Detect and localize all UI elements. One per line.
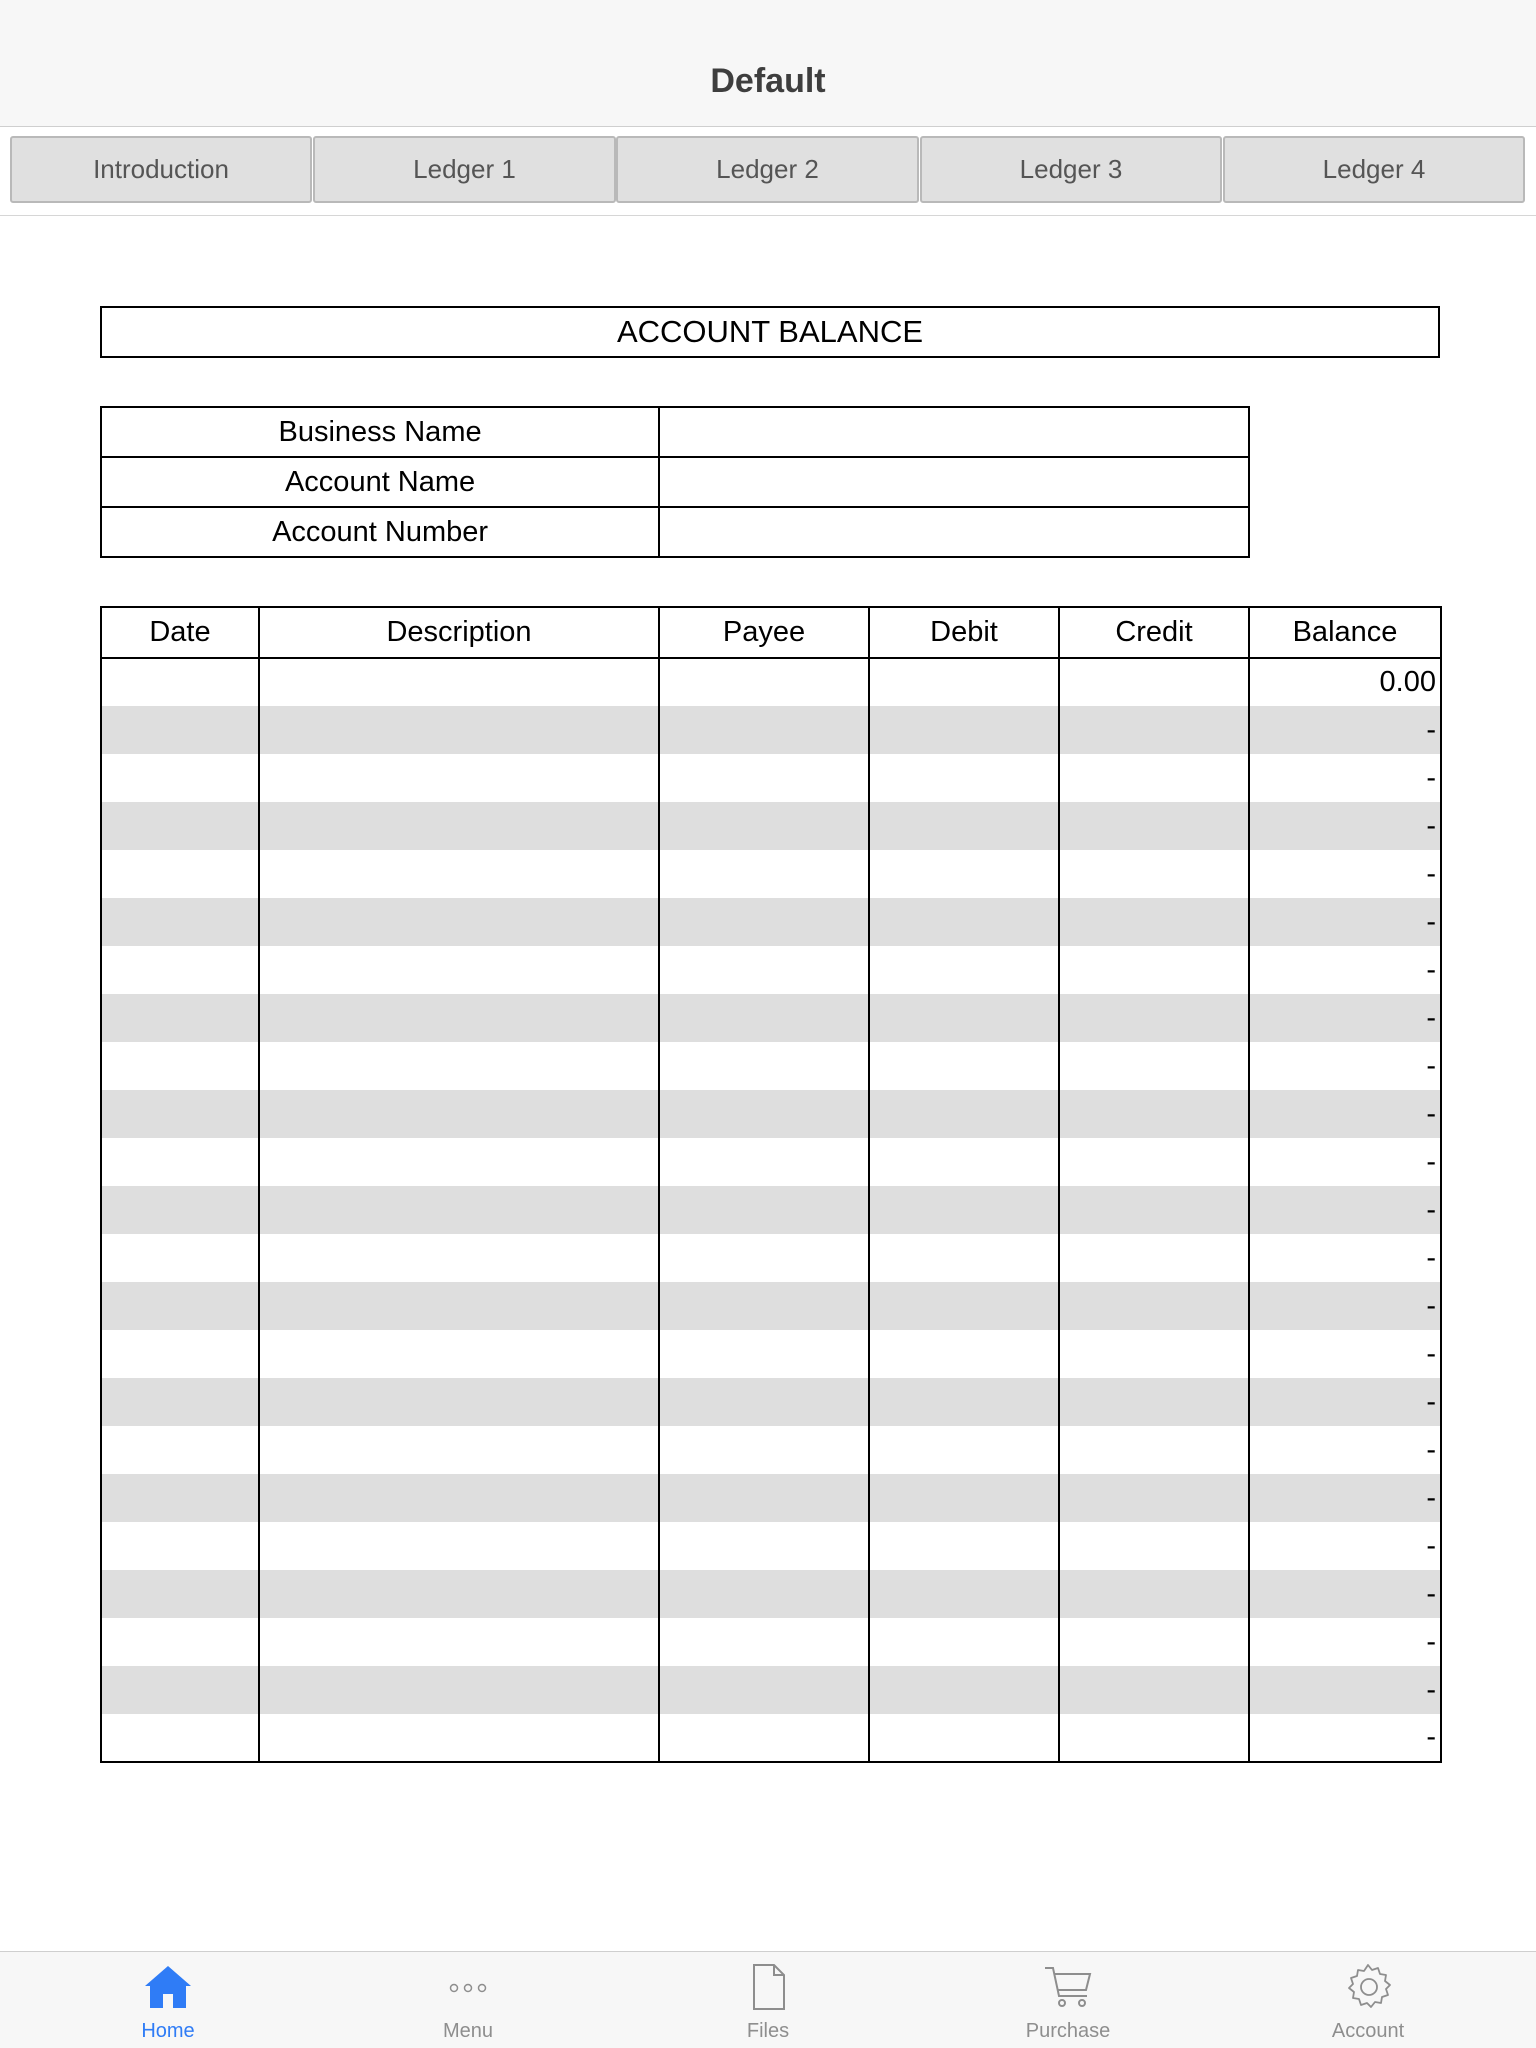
ledger-cell-credit[interactable]	[1059, 1330, 1249, 1378]
ledger-row	[101, 1666, 1441, 1714]
ledger-cell-description[interactable]	[259, 1714, 659, 1762]
ledger-cell-debit[interactable]	[869, 1330, 1059, 1378]
ledger-cell-balance[interactable]: -	[1249, 1426, 1441, 1474]
ledger-cell-debit[interactable]	[869, 1378, 1059, 1426]
ledger-cell-description[interactable]	[259, 1426, 659, 1474]
ledger-cell-payee[interactable]	[659, 1522, 869, 1570]
tabbar-files-label: Files	[746, 2020, 790, 2042]
ledger-cell-description[interactable]	[259, 1282, 659, 1330]
ledger-cell-balance[interactable]: -	[1249, 1282, 1441, 1330]
ledger-cell-credit[interactable]	[1059, 1426, 1249, 1474]
ledger-cell-payee[interactable]	[659, 1090, 869, 1138]
ledger-cell-balance[interactable]: 0.00	[1249, 658, 1441, 706]
ledger-row	[101, 1570, 1441, 1618]
column-header-credit: Credit	[1059, 607, 1249, 658]
ledger-cell-date[interactable]	[101, 1330, 259, 1378]
ledger-cell-payee[interactable]	[659, 946, 869, 994]
ledger-cell-balance[interactable]: -	[1249, 850, 1441, 898]
file-icon	[743, 1962, 793, 2017]
ledger-cell-debit[interactable]	[869, 850, 1059, 898]
ledger-cell-credit[interactable]	[1059, 1234, 1249, 1282]
ledger-cell-date[interactable]	[101, 1618, 259, 1666]
ledger-cell-date[interactable]	[101, 1090, 259, 1138]
ledger-cell-debit[interactable]	[869, 754, 1059, 802]
ledger-cell-debit[interactable]	[869, 658, 1059, 706]
sheet-tab-strip	[0, 128, 1536, 216]
ledger-row	[101, 1522, 1441, 1570]
ledger-cell-payee[interactable]	[659, 1330, 869, 1378]
ledger-cell-debit[interactable]	[869, 1474, 1059, 1522]
ledger-cell-balance[interactable]: -	[1249, 1714, 1441, 1762]
ledger-cell-balance[interactable]: -	[1249, 1378, 1441, 1426]
ledger-row	[101, 1474, 1441, 1522]
column-header-debit: Debit	[869, 607, 1059, 658]
ledger-cell-credit[interactable]	[1059, 1618, 1249, 1666]
ledger-cell-balance[interactable]: -	[1249, 1666, 1441, 1714]
ledger-cell-credit[interactable]	[1059, 1474, 1249, 1522]
ledger-cell-balance[interactable]: -	[1249, 754, 1441, 802]
ledger-cell-date[interactable]	[101, 850, 259, 898]
ledger-cell-description[interactable]	[259, 1666, 659, 1714]
ledger-cell-credit[interactable]	[1059, 946, 1249, 994]
ledger-cell-date[interactable]	[101, 1474, 259, 1522]
ledger-row	[101, 946, 1441, 994]
ledger-cell-date[interactable]	[101, 802, 259, 850]
ledger-row	[101, 1138, 1441, 1186]
ledger-cell-payee[interactable]	[659, 994, 869, 1042]
ledger-cell-debit[interactable]	[869, 946, 1059, 994]
ledger-cell-balance[interactable]: -	[1249, 802, 1441, 850]
ledger-cell-balance[interactable]: -	[1249, 994, 1441, 1042]
ledger-cell-debit[interactable]	[869, 1090, 1059, 1138]
ledger-cell-payee[interactable]	[659, 898, 869, 946]
ledger-cell-debit[interactable]	[869, 1042, 1059, 1090]
info-row-business-name	[101, 407, 1249, 457]
tabbar-account-label: Account	[1331, 2020, 1405, 2042]
ledger-cell-credit[interactable]	[1059, 802, 1249, 850]
ledger-cell-description[interactable]	[259, 1138, 659, 1186]
ledger-cell-balance[interactable]: -	[1249, 1090, 1441, 1138]
info-row-account-number	[101, 507, 1249, 557]
gear-icon	[1343, 1962, 1393, 2017]
ledger-cell-date[interactable]	[101, 1570, 259, 1618]
ledger-cell-date[interactable]	[101, 706, 259, 754]
column-header-description: Description	[259, 607, 659, 658]
account-name-label: Account Name	[101, 457, 659, 507]
column-header-date: Date	[101, 607, 259, 658]
ledger-cell-credit[interactable]	[1059, 1282, 1249, 1330]
ledger-cell-debit[interactable]	[869, 1282, 1059, 1330]
ledger-cell-credit[interactable]	[1059, 658, 1249, 706]
ledger-table	[100, 606, 1442, 1763]
ledger-cell-date[interactable]	[101, 754, 259, 802]
ledger-cell-debit[interactable]	[869, 1234, 1059, 1282]
ledger-cell-balance[interactable]: -	[1249, 946, 1441, 994]
account-number-label: Account Number	[101, 507, 659, 557]
tabbar-files[interactable]	[668, 1952, 868, 2048]
ledger-cell-description[interactable]	[259, 994, 659, 1042]
ledger-row	[101, 754, 1441, 802]
ledger-cell-date[interactable]	[101, 1234, 259, 1282]
tab-introduction[interactable]: Introduction	[10, 136, 312, 203]
ledger-cell-date[interactable]	[101, 1714, 259, 1762]
ledger-cell-payee[interactable]	[659, 658, 869, 706]
account-name-cell[interactable]	[659, 457, 1249, 507]
ledger-cell-payee[interactable]	[659, 1186, 869, 1234]
ledger-cell-description[interactable]	[259, 1186, 659, 1234]
ledger-cell-credit[interactable]	[1059, 1042, 1249, 1090]
ledger-cell-credit[interactable]	[1059, 1138, 1249, 1186]
tab-ledger-2[interactable]: Ledger 2	[616, 136, 919, 203]
ledger-cell-payee[interactable]	[659, 1474, 869, 1522]
tabbar-purchase[interactable]	[968, 1952, 1168, 2048]
ledger-cell-description[interactable]	[259, 1090, 659, 1138]
ledger-cell-payee[interactable]	[659, 706, 869, 754]
ledger-cell-description[interactable]	[259, 1474, 659, 1522]
ledger-cell-credit[interactable]	[1059, 994, 1249, 1042]
ledger-cell-payee[interactable]	[659, 1042, 869, 1090]
ledger-row	[101, 994, 1441, 1042]
ledger-cell-balance[interactable]: -	[1249, 1522, 1441, 1570]
ledger-cell-credit[interactable]	[1059, 1714, 1249, 1762]
ledger-cell-payee[interactable]	[659, 1570, 869, 1618]
business-name-label: Business Name	[101, 407, 659, 457]
ledger-cell-payee[interactable]	[659, 1234, 869, 1282]
ledger-cell-description[interactable]	[259, 754, 659, 802]
ledger-cell-credit[interactable]	[1059, 1186, 1249, 1234]
ledger-cell-balance[interactable]: -	[1249, 1570, 1441, 1618]
ledger-cell-debit[interactable]	[869, 994, 1059, 1042]
account-number-cell[interactable]	[659, 507, 1249, 557]
ledger-row	[101, 1714, 1441, 1762]
ledger-row	[101, 1378, 1441, 1426]
ledger-cell-payee[interactable]	[659, 1426, 869, 1474]
ledger-row	[101, 850, 1441, 898]
ledger-cell-debit[interactable]	[869, 1570, 1059, 1618]
ledger-cell-balance[interactable]: -	[1249, 1042, 1441, 1090]
ledger-cell-payee[interactable]	[659, 1138, 869, 1186]
home-icon	[143, 1962, 193, 2017]
ledger-cell-date[interactable]	[101, 946, 259, 994]
ledger-cell-credit[interactable]	[1059, 1378, 1249, 1426]
ledger-cell-description[interactable]	[259, 802, 659, 850]
tabbar-home[interactable]	[68, 1952, 268, 2048]
tabbar-menu[interactable]	[368, 1952, 568, 2048]
tab-ledger-4[interactable]: Ledger 4	[1223, 136, 1525, 203]
ledger-cell-balance[interactable]: -	[1249, 1186, 1441, 1234]
ledger-cell-debit[interactable]	[869, 1618, 1059, 1666]
ledger-cell-debit[interactable]	[869, 1426, 1059, 1474]
ledger-cell-payee[interactable]	[659, 1618, 869, 1666]
ledger-cell-date[interactable]	[101, 1042, 259, 1090]
ledger-cell-description[interactable]	[259, 898, 659, 946]
ledger-cell-date[interactable]	[101, 1522, 259, 1570]
ledger-cell-debit[interactable]	[869, 1138, 1059, 1186]
tabbar-purchase-label: Purchase	[1025, 2020, 1111, 2042]
ledger-cell-description[interactable]	[259, 1570, 659, 1618]
tab-ledger-3[interactable]: Ledger 3	[920, 136, 1222, 203]
ledger-cell-credit[interactable]	[1059, 898, 1249, 946]
navigation-bar	[0, 0, 1536, 127]
ledger-cell-payee[interactable]	[659, 850, 869, 898]
ledger-row	[101, 1282, 1441, 1330]
ledger-cell-description[interactable]	[259, 850, 659, 898]
ledger-cell-credit[interactable]	[1059, 850, 1249, 898]
ledger-cell-description[interactable]	[259, 1522, 659, 1570]
ledger-cell-payee[interactable]	[659, 802, 869, 850]
bottom-tab-bar	[0, 1951, 1536, 2048]
ledger-cell-credit[interactable]	[1059, 1090, 1249, 1138]
ledger-cell-description[interactable]	[259, 1330, 659, 1378]
ledger-cell-description[interactable]	[259, 946, 659, 994]
account-info-table	[100, 406, 1250, 558]
ledger-cell-date[interactable]	[101, 1666, 259, 1714]
ledger-cell-balance[interactable]: -	[1249, 898, 1441, 946]
ledger-cell-date[interactable]	[101, 1378, 259, 1426]
ledger-row	[101, 1186, 1441, 1234]
ledger-cell-debit[interactable]	[869, 1714, 1059, 1762]
tab-ledger-1[interactable]: Ledger 1	[313, 136, 616, 203]
ledger-cell-date[interactable]	[101, 1426, 259, 1474]
ledger-cell-credit[interactable]	[1059, 706, 1249, 754]
ledger-cell-date[interactable]	[101, 1282, 259, 1330]
ledger-cell-date[interactable]	[101, 1186, 259, 1234]
column-header-balance: Balance	[1249, 607, 1441, 658]
ledger-cell-debit[interactable]	[869, 898, 1059, 946]
ledger-header-row	[101, 607, 1441, 658]
ledger-cell-description[interactable]	[259, 1042, 659, 1090]
ledger-row	[101, 1042, 1441, 1090]
ledger-cell-payee[interactable]	[659, 1378, 869, 1426]
ledger-row	[101, 658, 1441, 706]
ledger-cell-balance[interactable]: -	[1249, 1234, 1441, 1282]
ledger-cell-debit[interactable]	[869, 706, 1059, 754]
ledger-cell-date[interactable]	[101, 994, 259, 1042]
ledger-row	[101, 706, 1441, 754]
ledger-row	[101, 1618, 1441, 1666]
ledger-cell-debit[interactable]	[869, 1186, 1059, 1234]
ledger-row	[101, 1234, 1441, 1282]
more-icon	[443, 1962, 493, 2017]
ledger-row	[101, 1426, 1441, 1474]
ledger-cell-payee[interactable]	[659, 1666, 869, 1714]
sheet-title: ACCOUNT BALANCE	[100, 306, 1440, 358]
ledger-cell-payee[interactable]	[659, 1714, 869, 1762]
ledger-cell-payee[interactable]	[659, 754, 869, 802]
ledger-cell-credit[interactable]	[1059, 1570, 1249, 1618]
ledger-cell-debit[interactable]	[869, 802, 1059, 850]
ledger-cell-description[interactable]	[259, 1618, 659, 1666]
business-name-cell[interactable]	[659, 407, 1249, 457]
tabbar-home-label: Home	[141, 2020, 195, 2042]
ledger-cell-payee[interactable]	[659, 1282, 869, 1330]
tabbar-menu-label: Menu	[442, 2020, 494, 2042]
ledger-cell-description[interactable]	[259, 658, 659, 706]
ledger-cell-balance[interactable]: -	[1249, 706, 1441, 754]
ledger-cell-balance[interactable]: -	[1249, 1618, 1441, 1666]
cart-icon	[1043, 1962, 1093, 2017]
ledger-cell-debit[interactable]	[869, 1666, 1059, 1714]
ledger-cell-description[interactable]	[259, 1378, 659, 1426]
ledger-cell-debit[interactable]	[869, 1522, 1059, 1570]
ledger-cell-date[interactable]	[101, 1138, 259, 1186]
ledger-cell-credit[interactable]	[1059, 754, 1249, 802]
ledger-cell-balance[interactable]: -	[1249, 1474, 1441, 1522]
ledger-cell-balance[interactable]: -	[1249, 1330, 1441, 1378]
ledger-row	[101, 1330, 1441, 1378]
column-header-payee: Payee	[659, 607, 869, 658]
ledger-cell-date[interactable]	[101, 658, 259, 706]
ledger-row	[101, 898, 1441, 946]
page-title: Default	[710, 62, 826, 100]
ledger-row	[101, 802, 1441, 850]
ledger-cell-credit[interactable]	[1059, 1522, 1249, 1570]
info-row-account-name	[101, 457, 1249, 507]
ledger-cell-description[interactable]	[259, 1234, 659, 1282]
ledger-cell-description[interactable]	[259, 706, 659, 754]
ledger-cell-balance[interactable]: -	[1249, 1138, 1441, 1186]
tabbar-account[interactable]	[1268, 1952, 1468, 2048]
ledger-row	[101, 1090, 1441, 1138]
ledger-cell-credit[interactable]	[1059, 1666, 1249, 1714]
ledger-cell-date[interactable]	[101, 898, 259, 946]
